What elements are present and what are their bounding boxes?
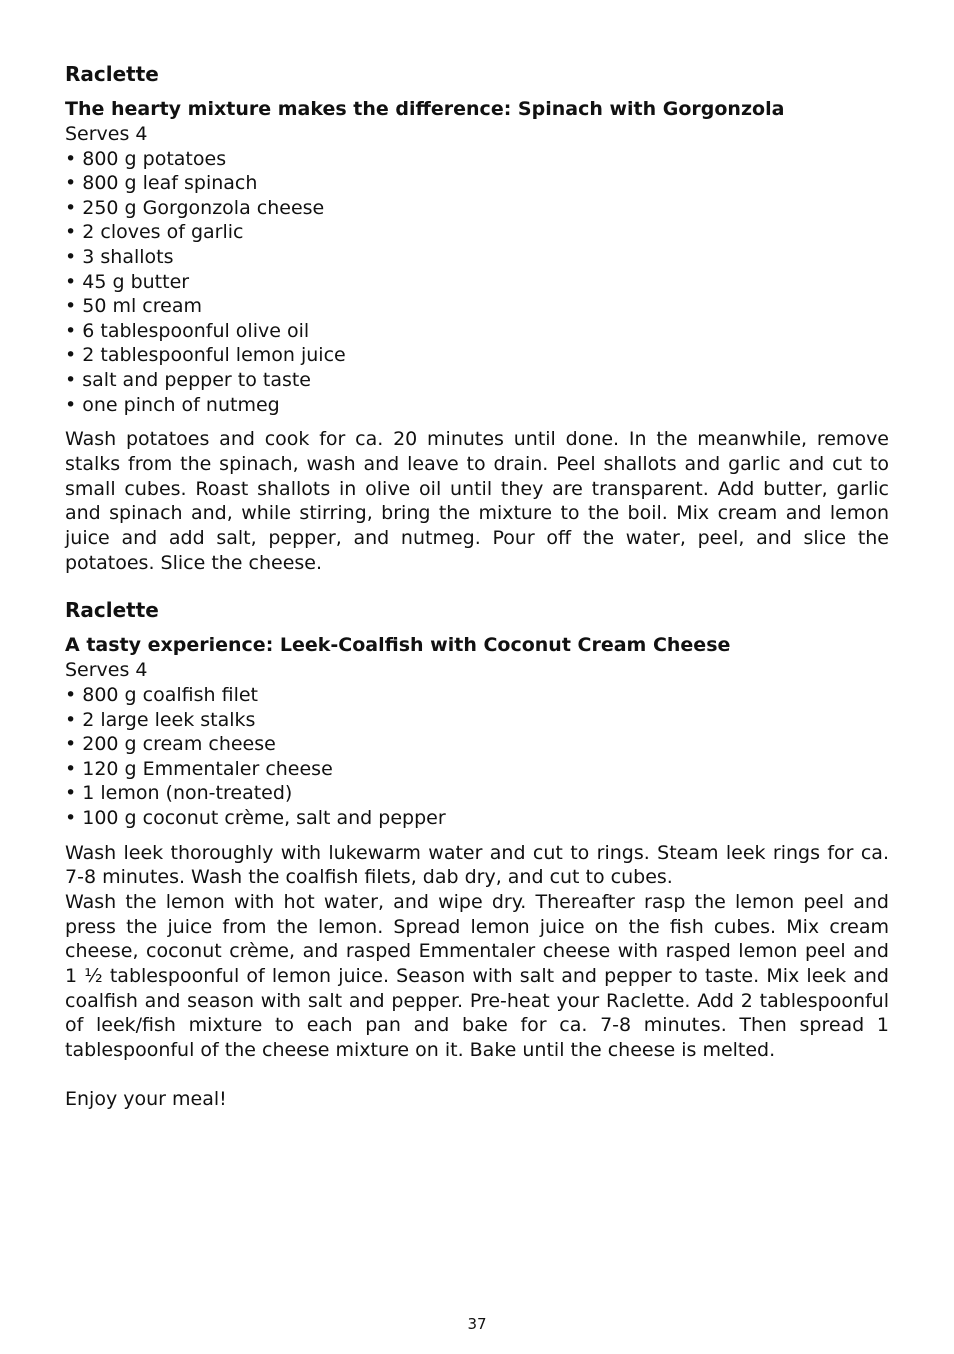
ingredient-item: • 120 g Emmentaler cheese <box>65 757 889 782</box>
ingredient-list-2 <box>65 683 889 831</box>
ingredient-item: • 2 large leek stalks <box>65 708 889 733</box>
ingredient-item: • 800 g potatoes <box>65 147 889 172</box>
ingredient-item: • 2 tablespoonful lemon juice <box>65 343 889 368</box>
serves-label: Serves 4 <box>65 123 148 145</box>
section-title-raclette-2: Raclette <box>65 598 159 623</box>
ingredient-item: • 100 g coconut crème, salt and pepper <box>65 806 889 831</box>
instructions-paragraph-2b: Wash the lemon with hot water, and wipe dry. Thereafter rasp the lemon peel and press the juice from the lemon. Spread lemon juice on the fish cubes. Mix cream cheese, coconut crème, and rasped Emmentaler cheese with rasped lemon peel and 1 ½ tablespoonful of lemon juice. Season with salt and pepper to taste. Mix leek and coalfish and season with salt and pepper. Pre-heat your Raclette. Add 2 tablespoonful of leek/fish mixture to each pan and bake for ca. 7-8 minutes. Then spread 1 tablespoonful of the cheese mixture on it. Bake until the cheese is melted. <box>65 890 889 1062</box>
ingredient-item: • one pinch of nutmeg <box>65 393 889 418</box>
section-title-raclette-1: Raclette <box>65 62 159 86</box>
ingredient-item: • 2 cloves of garlic <box>65 220 889 245</box>
page-content <box>65 60 889 1111</box>
ingredient-item: • 200 g cream cheese <box>65 732 889 757</box>
ingredient-item: • 6 tablespoonful olive oil <box>65 319 889 344</box>
ingredient-item: • 50 ml cream <box>65 294 889 319</box>
ingredient-item: • 45 g butter <box>65 270 889 295</box>
recipe-title-spinach-gorgonzola: The hearty mixture makes the difference: Spinach with Gorgonzola <box>65 98 785 120</box>
page-number: 37 <box>467 1315 487 1333</box>
ingredient-item: • 800 g coalfish filet <box>65 683 889 708</box>
instructions-paragraph-2a: Wash leek thoroughly with lukewarm water and cut to rings. Steam leek rings for ca. 7-8 minutes. Wash the coalfish filets, dab dry, and cut to cubes. <box>65 841 889 889</box>
ingredient-item: • 3 shallots <box>65 245 889 270</box>
closing-line: Enjoy your meal! <box>65 1087 227 1110</box>
serves-label: Serves 4 <box>65 659 148 682</box>
ingredient-item: • 800 g leaf spinach <box>65 171 889 196</box>
ingredient-item: • 250 g Gorgonzola cheese <box>65 196 889 221</box>
instructions-paragraph-1: Wash potatoes and cook for ca. 20 minutes until done. In the meanwhile, remove stalks from the spinach, wash and leave to drain. Peel shallots and garlic and cut to small cubes. Roast shallots in olive oil until they are transparent. Add butter, garlic and spinach and, while stirring, bring the mixture to the boil. Mix cream and lemon juice and add salt, pepper, and nutmeg. Pour off the water, peel, and slice the potatoes. Slice the cheese. <box>65 428 889 574</box>
ingredient-item: • salt and pepper to taste <box>65 368 889 393</box>
ingredient-item: • 1 lemon (non-treated) <box>65 781 889 806</box>
recipe-title-leek-coalfish: A tasty experience: Leek-Coalfish with Coconut Cream Cheese <box>65 634 731 657</box>
ingredient-list-1 <box>65 147 889 418</box>
